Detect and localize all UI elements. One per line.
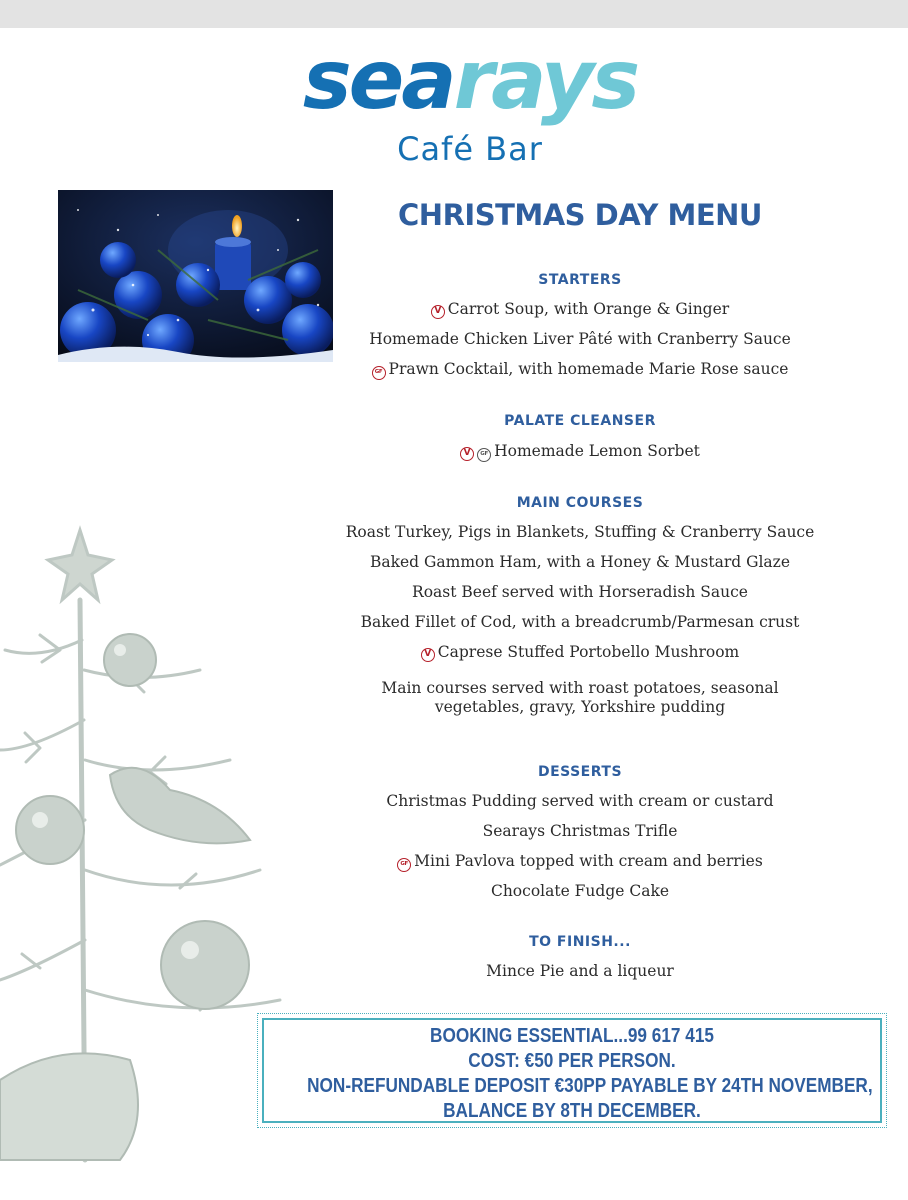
palate-cleanser-section	[330, 410, 830, 466]
menu-item-text: Homemade Lemon Sorbet	[494, 442, 700, 460]
to-finish-section	[330, 931, 830, 986]
main-courses-note-line2: vegetables, gravy, Yorkshire pudding	[434, 698, 726, 716]
gluten-free-icon: GF	[372, 366, 386, 380]
menu-item-text: Carrot Soup, with Orange & Ginger	[447, 300, 730, 318]
vegetarian-icon: V	[421, 648, 435, 662]
main-courses-note	[330, 679, 830, 717]
menu-item	[330, 607, 830, 637]
menu-item	[330, 786, 830, 816]
menu-item	[330, 517, 830, 547]
menu-title: CHRISTMAS DAY MENU	[398, 198, 762, 232]
menu-item-text: Mini Pavlova topped with cream and berries	[414, 852, 763, 870]
menu-item	[330, 637, 830, 667]
top-bar	[0, 0, 908, 28]
menu-item	[330, 294, 830, 324]
to-finish-heading: TO FINISH...	[529, 934, 631, 950]
main-courses-note-line1: Main courses served with roast potatoes, seasonal	[381, 679, 779, 697]
menu-item	[330, 547, 830, 577]
logo-rays-text: rays	[453, 50, 638, 128]
menu-item-text: Chocolate Fudge Cake	[490, 882, 670, 900]
menu-item-text: Mince Pie and a liqueur	[486, 962, 674, 980]
gluten-free-icon: GF	[477, 448, 491, 462]
searays-logo	[270, 50, 670, 170]
menu-item-text: Caprese Stuffed Portobello Mushroom	[437, 643, 740, 661]
desserts-section	[330, 761, 830, 906]
booking-line-deposit: NON-REFUNDABLE DEPOSIT €30PP PAYABLE BY 24TH NOVEMBER,	[307, 1075, 873, 1097]
booking-line-cost: COST: €50 PER PERSON.	[468, 1050, 676, 1072]
menu-item-text: Christmas Pudding served with cream or custard	[386, 792, 774, 810]
logo-subtitle: Café Bar	[397, 130, 543, 168]
booking-info-box	[257, 1013, 887, 1128]
menu-item-text: Homemade Chicken Liver Pâté with Cranberry Sauce	[369, 330, 791, 348]
menu-item	[330, 876, 830, 906]
vegetarian-icon: V	[460, 447, 474, 461]
main-courses-heading: MAIN COURSES	[516, 495, 644, 511]
menu-item	[330, 577, 830, 607]
desserts-heading: DESSERTS	[537, 764, 623, 780]
menu-item	[330, 436, 830, 466]
menu-item	[330, 956, 830, 986]
menu-item-text: Baked Gammon Ham, with a Honey & Mustard Glaze	[369, 553, 790, 571]
starters-section	[330, 269, 830, 384]
menu-item	[330, 324, 830, 354]
logo-sea-text: sea	[302, 50, 454, 128]
gluten-free-icon: GF	[397, 858, 411, 872]
booking-line-balance: BALANCE BY 8TH DECEMBER.	[443, 1100, 701, 1122]
booking-line-phone: BOOKING ESSENTIAL...99 617 415	[430, 1025, 714, 1047]
menu-item	[330, 354, 830, 384]
menu-item-text: Roast Turkey, Pigs in Blankets, Stuffing & Cranberry Sauce	[345, 523, 815, 541]
main-courses-section	[330, 492, 830, 717]
svg-text:searays	[303, 50, 637, 128]
menu-item-text: Roast Beef served with Horseradish Sauce	[412, 583, 748, 601]
christmas-baubles-photo	[58, 190, 333, 362]
menu-item-text: Baked Fillet of Cod, with a breadcrumb/Parmesan crust	[360, 613, 800, 631]
booking-info-inner	[262, 1018, 882, 1123]
menu-item-text: Prawn Cocktail, with homemade Marie Rose sauce	[388, 360, 789, 378]
menu-item-text: Searays Christmas Trifle	[482, 822, 678, 840]
palate-cleanser-heading: PALATE CLEANSER	[504, 413, 656, 429]
menu-item	[330, 846, 830, 876]
starters-heading: STARTERS	[538, 272, 622, 288]
menu-item	[330, 816, 830, 846]
vegetarian-icon: V	[431, 305, 445, 319]
